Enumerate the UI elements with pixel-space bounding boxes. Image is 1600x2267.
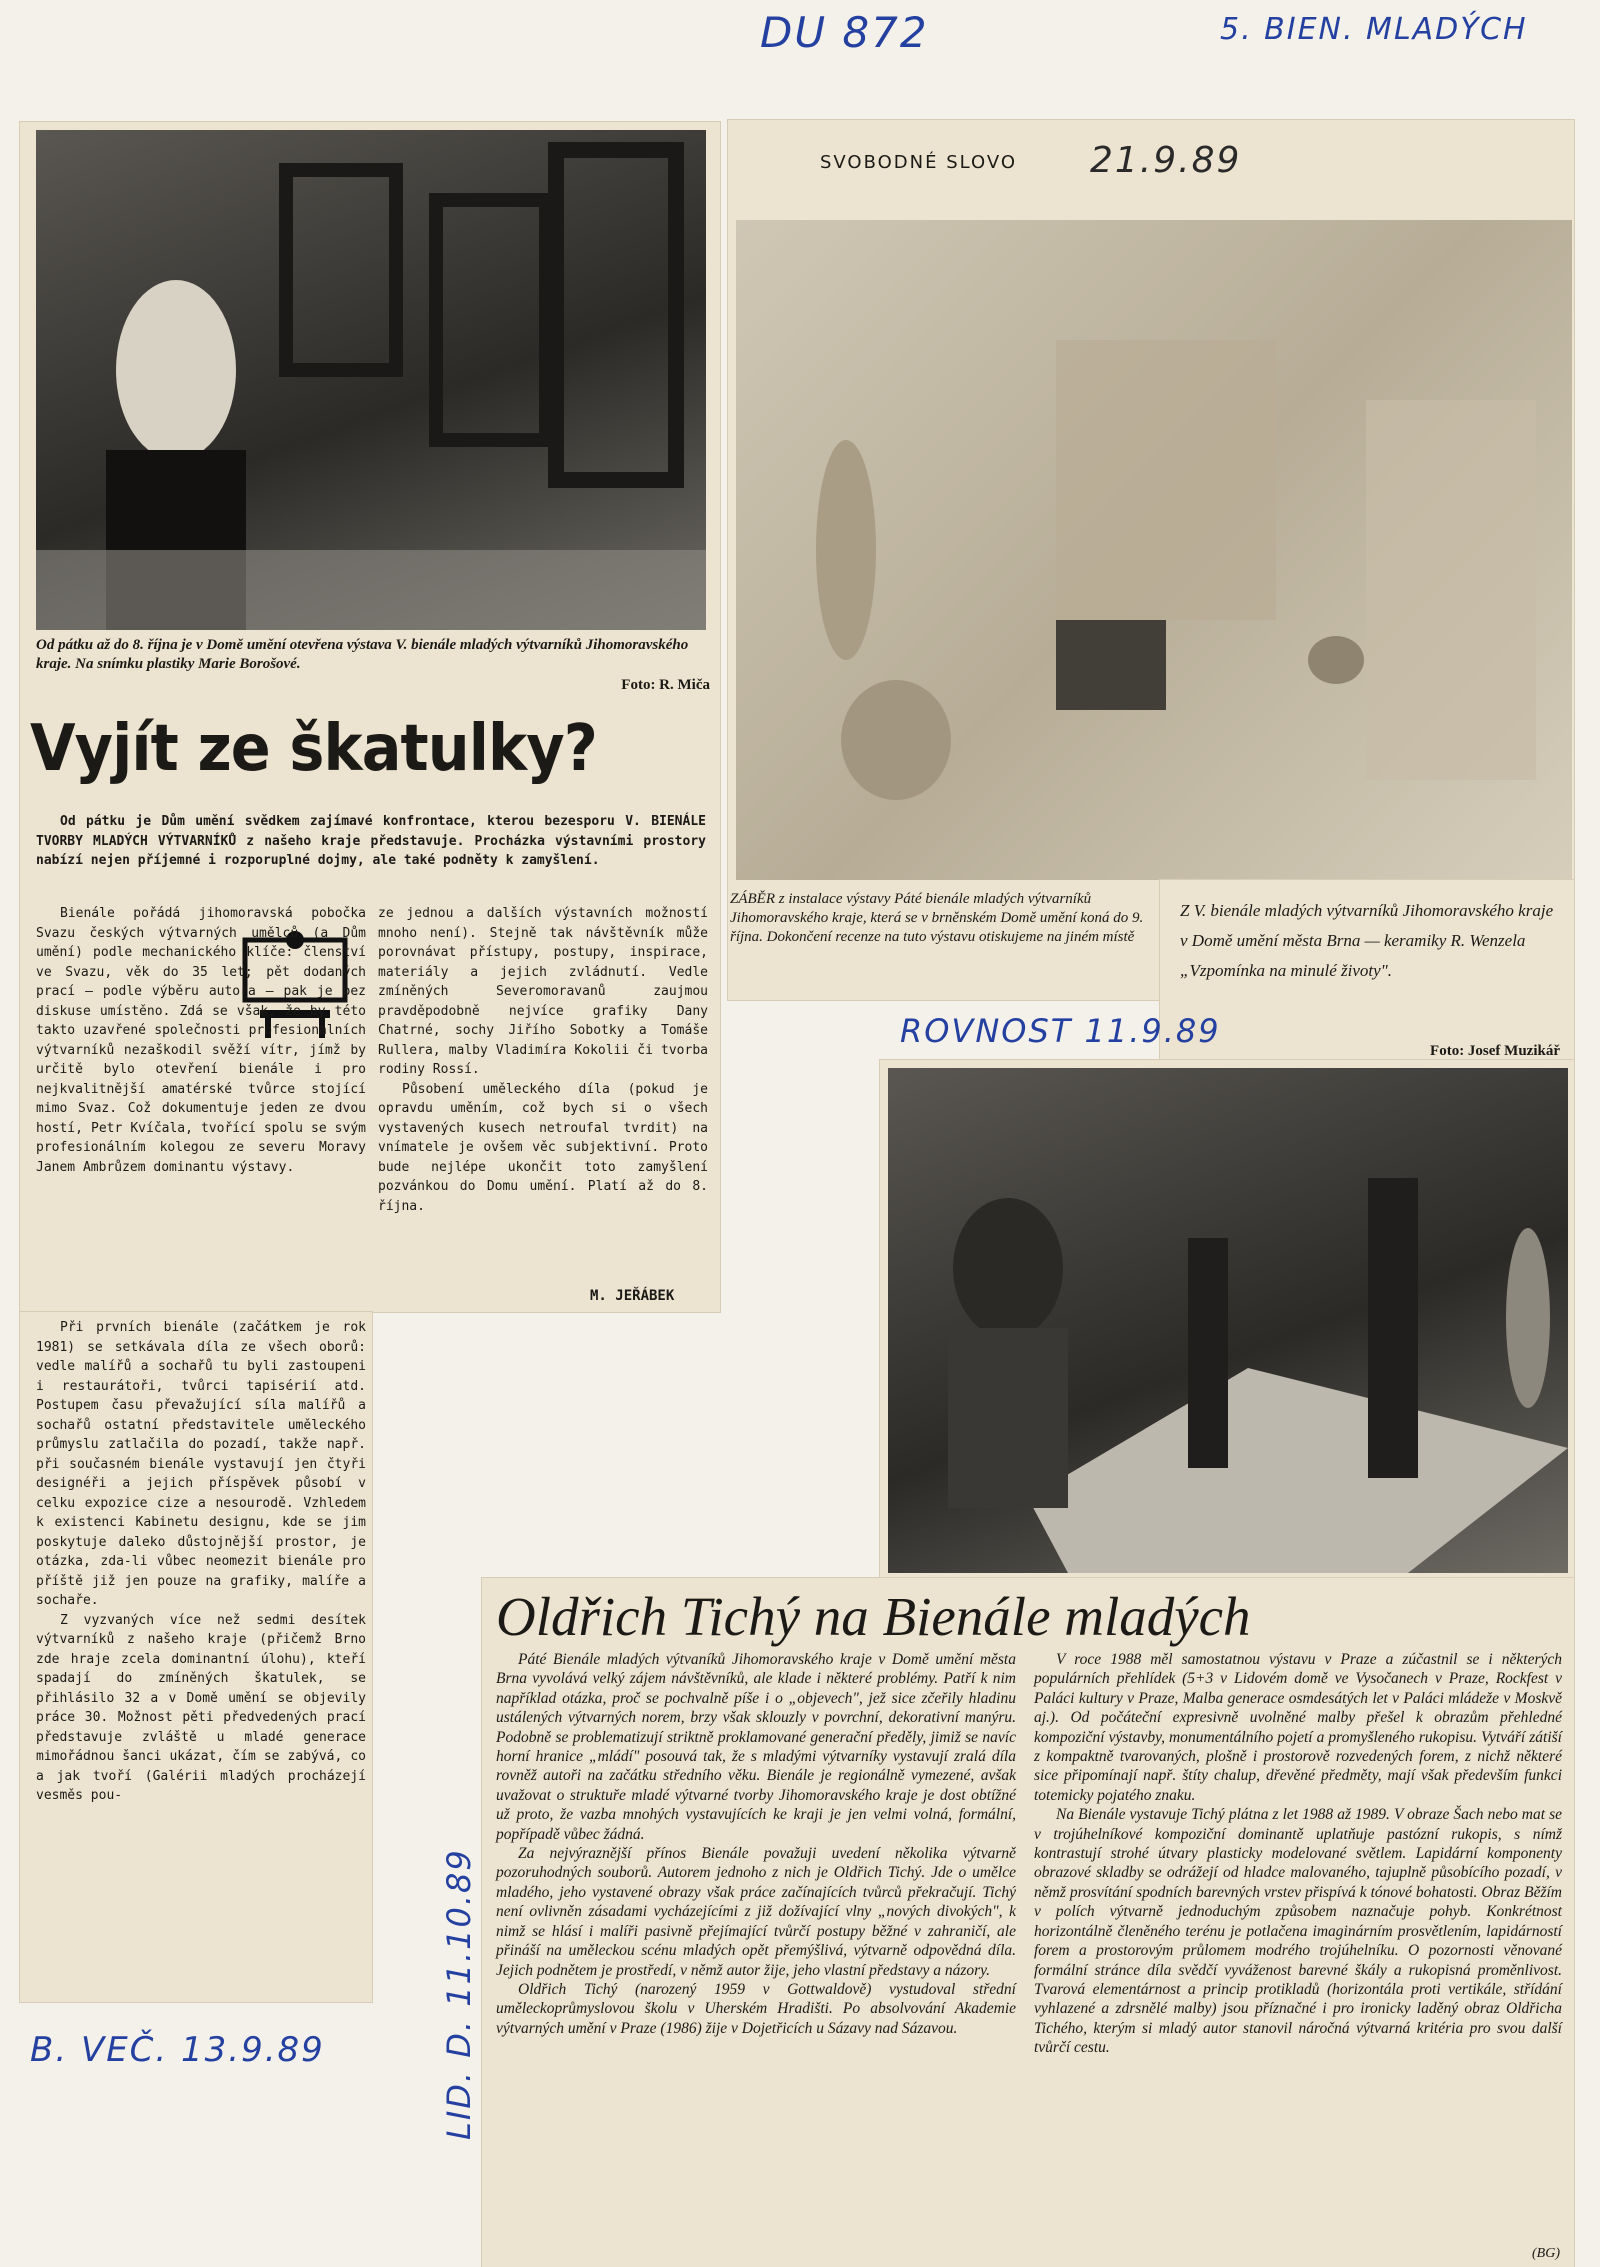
bvec-col2-p1: ze jednou a dalších výstavních možností mnoho není). Stejně tak návštěvník může porovnávat přístupy, postupy, inspirace, materiály a jejich zvládnutí. Vedle zmíněných Severomoravanů zaujmou pravděpodobně nejvíce grafiky Dany Chatrné, sochy Jiřího Sobotky a Tomáše Rullera, malby Vladimíra Kokolii či tvorba rodiny Rossí. — [378, 906, 708, 1077]
lead-text: Od pátku je Dům umění svědkem zajímavé konfrontace, kterou bezesporu V. BIENÁLE TVORBY MLADÝCH VÝTVARNÍKŮ z našeho kraje představuje. Procházka výstavními prostory nabízí nejen příjemné i rozporuplné dojmy, ale také podněty k zamyšlení. — [36, 814, 706, 868]
source-lidd: LID. D. 11.10.89 — [440, 1848, 478, 2140]
lead-paragraph — [36, 812, 706, 871]
bvec-column-1-cont — [36, 1318, 366, 1806]
photo-sculptures-borosova-svg — [36, 130, 706, 630]
photo-sculptures-borosova — [36, 130, 706, 630]
headline-tichy: Oldřich Tichý na Bienále mladých — [496, 1586, 1251, 1647]
headline-vyjit: Vyjít ze škatulky? — [30, 712, 597, 786]
archive-category: 5. BIEN. MLADÝCH — [1220, 12, 1528, 47]
source-bvec: B. VEČ. 13.9.89 — [30, 2030, 325, 2070]
photo-ceramics-svg — [888, 1068, 1568, 1573]
lidd-col1-p2: Za nejvýraznější přínos Bienále považuji uvedení několika výtvarně pozoruhodných souborů. Autorem jednoho z nich je Oldřich Tichý. Jde o umělce mladého, jeho vystavené obrazy však práce začínajících tvůrců překračují. Tichý není ovlivněn zásadami vycházejícími z již dožívající vlny „nových divokých", k nimž se hlásí i malíři pasivně přejímající tvůrčí postupy běžné v zahraničí, ale přináší na uměleckou scénu mladých opět přemýšlivá, výtvarně odpovědná díla. Jejich podnětem je prostředí, v němž autor žije, jeho vlastní představy a názory. — [496, 1845, 1016, 1979]
photo-installation-svobodne — [736, 220, 1572, 880]
source-rovnost: ROVNOST 11.9.89 — [900, 1012, 1221, 1050]
photo-ceramics-wenzel — [888, 1068, 1568, 1573]
bvec-col1-p2: Při prvních bienále (začátkem je rok 1981) se setkávala díla ze všech oborů: vedle malířů a sochařů tu byli zastoupeni i restaurátoři, tvůrci tapisérií atd. Postupem času převažující síla malířů a sochařů ostatní představitele uměleckého průmyslu zatlačila do pozadí, takže např. při současném bienále vystavují jen čtyři designéři a jejich příspěvek působí v celku expozice cize a nesourodě. Vzhledem k existenci Kabinetu designu, kde se jim poskytuje daleko důstojnější prostor, je otázka, zda-li vůbec neomezit bienále pro příště již jen pouze na grafiky, malíře a sochaře. — [36, 1320, 366, 1608]
lidd-col1-p1: Páté Bienále mladých výtvaníků Jihomoravského kraje v Domě umění města Brna vyvolává velký zájem návštěvníků, ale klade i některé problémy. Patří k nim například otázka, proč se pochvalně píše i o „objevech", jež sice zčeřily hladinu ustálených výtvarných norem, brzy však sklouzly v povrchní, dekorativní manýru. Podobně se problematizují striktně proklamované generační předěly, jimiž se navíc horní hranice „mládí" posouvá tak, že s mladými výtvarníky vystavují zralá díla rovněž autoři na začátku středního věku. Bienále je regionálně vymezené, avšak uvažovat o struktuře mladé výtvarné tvorby Jihomoravského kraje je dost obtížné už proto, že vazba mnohých vystavujících ke kraji je jen velmi volná, formální, popřípadě vůbec žádná. — [496, 1651, 1016, 1843]
lidd-col1-p3: Oldřich Tichý (narozený 1959 v Gottwaldově) vystudoval střední uměleckoprůmyslovou školu v Uherském Hradišti. Po absolvování Akademie výtvarných umění v Praze (1986) žije v Dojetřicích u Sázavy nad Sázavou. — [496, 1980, 1016, 2037]
author-signature-jerabek: M. JEŘÁBEK — [590, 1288, 675, 1304]
lidd-col2-p2: Na Bienále vystavuje Tichý plátna z let 1988 až 1989. V obraze Šach nebo mat se v trojúhelníkové kompoziční dominantě uplatňuje pastózní rukopis, s nímž kontrastují strohé útvary plasticky modelované světlem. Lapidární komponenty obrazové skladby se odrážejí od hladce malovaného, tajuplně působícího pozadí, v němž prosvítání spodních barevných vrstev přispívá k tónové bohatosti. Obraz Běžím v polích výtvarně jednoduchým způsobem naznačuje pohyb. Konkrétnost horizontálně členěného terénu je potlačena imaginárním prosvětlením, lapidárností forem a prostorovým průlomem modrého trojúhelníku. O pozornosti věnované formální stránce díla svědčí vyváženost barevné škály a rukopisná proměnlivost. Tvarová elementárnost a princip protikladů (horizontála proti vertikále, střídání vyhlazené a zdrsnělé malby) jsou příznačné i pro ironicky laděný obraz Oldřicha Tichého, kterým si mladý autor stanovil náročná výtvarná kritéria pro svou další tvůrčí cestu. — [1034, 1806, 1562, 2057]
rovnost-caption: Z V. bienále mladých výtvarníků Jihomoravského kraje v Domě umění města Brna — keramiky R. Wenzela „Vzpomínka na minulé životy". — [1180, 901, 1554, 980]
archive-code: DU 872 — [760, 8, 929, 57]
svobodne-caption: ZÁBĚR z instalace výstavy Páté bienále mladých výtvarníků Jihomoravského kraje, která se v brněnském Domě umění koná do 9. října. Dokončení recenze na tuto výstavu otiskujeme na jiném místě — [730, 891, 1144, 945]
photo-credit: Foto: R. Miča — [621, 677, 710, 693]
photo-installation-svg — [736, 220, 1572, 880]
photo-caption: Od pátku až do 8. října je v Domě umění otevřena výstava V. bienále mladých výtvarníků Jihomoravského kraje. Na snímku plastiky Marie Borošové. — [36, 637, 689, 672]
lidd-signature: (BG) — [1532, 2246, 1560, 2261]
lidd-col2-p1: V roce 1988 měl samostatnou výstavu v Praze a zúčastnil se i některých populárních přehlídek (5+3 v Lidovém domě ve Vysočanech v Praze, Rockfest v Paláci kultury v Praze, Malba generace osmdesátých let v Paláci mládeže v Moskvě aj.). Od počáteční expresivně uvolněné malby přešel k obrazům přehledné kompoziční výstavby, monumentálního pojetí a promyšleného rukopisu. Vytváří zátiší z kompaktně tvarovaných, plošně i prostorově rozvedených forem, z nichž některé sice připomínají např. štíty chalup, dřevěné předměty, mají však především funkci totemicky pojatého znaku. — [1034, 1651, 1562, 1804]
bvec-col2-p2: Působení uměleckého díla (pokud je opravdu uměním, což bych si o všech vystavených kusech netroufal tvrdit) na vnímatele je ovšem věc subjektivní. Proto bude nejlépe ukončit toto zamyšlení pozvánkou do Domu umění. Platí až do 8. října. — [378, 1081, 708, 1214]
rovnost-credit: Foto: Josef Muzikář — [1430, 1043, 1560, 1059]
lidd-column-2 — [1034, 1650, 1562, 2058]
svobodne-date: 21.9.89 — [1090, 140, 1242, 181]
bvec-col1-p3: Z vyzvaných více než sedmi desítek výtvarníků z našeho kraje (přičemž Brno zde hraje zcela dominantní úlohu), kteří spadají do zmíněných škatulek, se přihlásilo 32 a v Domě umění se objevily práce 30. Možnost pěti předvedených prací představuje zvláště u mladé generace mimořádnou šanci ukázat, čím se zabývá, co a jak tvoří (Galérii mladých procházejí vesměs pou- — [36, 1612, 366, 1803]
bvec-column-1 — [36, 904, 366, 1177]
lidd-column-1 — [496, 1650, 1016, 2038]
bvec-col1-p1: Bienále pořádá jihomoravská pobočka Svazu českých výtvarných umělců (a Dům umění) podle mechanického klíče: členství ve Svazu, věk do 35 let; pět dodaných prací — podle výběru autora — pak je bez diskuse umístěno. Zdá se však, že by této takto uzavřené společnosti profesionálních výtvarníků nezaškodil svěží vítr, jímž by určitě bylo otevření bienále i pro nejkvalitnější amatérské tvůrce stojící mimo Svaz. Což dokumentuje jeden ze dvou hostí, Petr Kvíčala, tvořící spolu se svým profesionálním kolegou ze severu Moravy Janem Ambrůzem dominantu výstavy. — [36, 906, 366, 1175]
bvec-column-2 — [378, 904, 708, 1216]
svobodne-masthead: SVOBODNÉ SLOVO — [820, 152, 1018, 173]
